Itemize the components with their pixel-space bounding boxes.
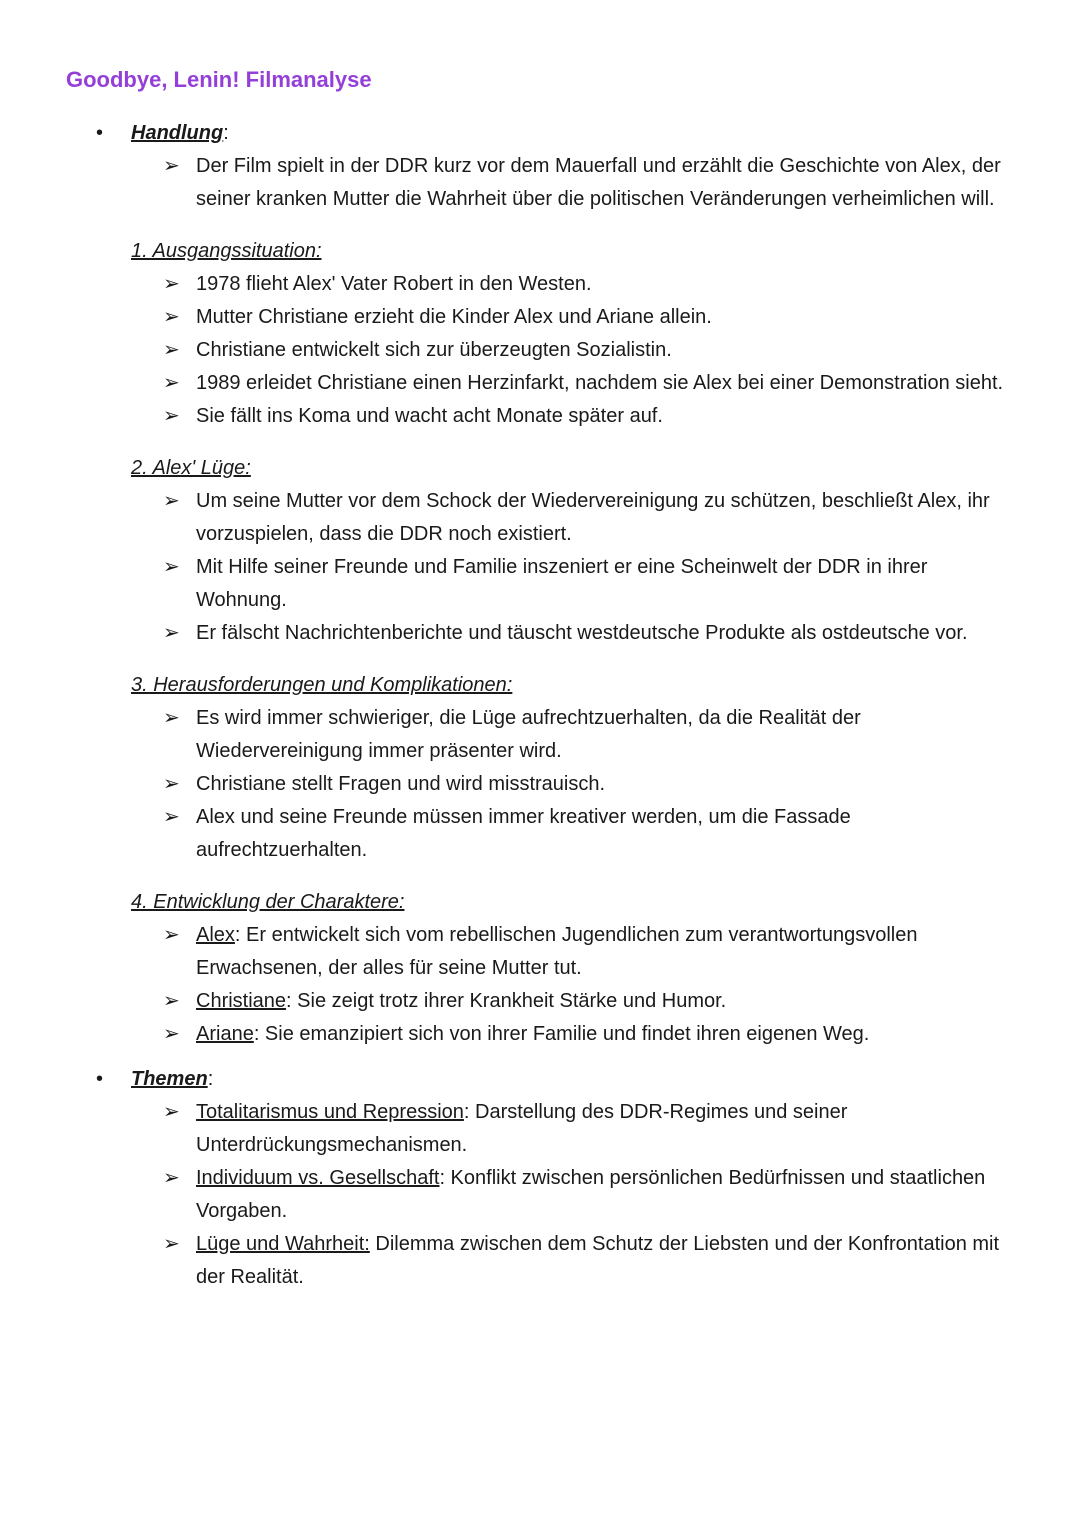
arrow-bullet-icon: ➢ [163,1167,180,1189]
document-body [0,117,1080,1306]
arrow-bullet-icon: ➢ [163,1101,180,1123]
subsection-heading: 3. Herausforderungen und Komplikationen: [131,674,513,696]
bullet-icon: • [96,122,104,144]
list-item [131,1162,1021,1228]
list-item [131,301,1021,334]
arrow-bullet-icon: ➢ [163,1233,180,1255]
bullet-list [131,268,1080,433]
heading-colon: : [207,1068,214,1090]
list-item [131,617,1021,650]
list-item [131,1096,1021,1162]
arrow-bullet-icon: ➢ [163,273,180,295]
subsection-heading: 2. Alex' Lüge: [131,457,251,479]
item-text: : Er entwickelt sich vom rebellischen Jugendlichen zum verantwortungsvollen Erwachsenen, der alles für seine Mutter tut. [196,924,918,979]
item-label: Christiane [196,990,287,1012]
subsection-heading: 1. Ausgangssituation: [131,240,322,262]
section-heading [131,1063,1080,1096]
arrow-bullet-icon: ➢ [163,806,180,828]
item-text: Sie fällt ins Koma und wacht acht Monate später auf. [196,405,663,427]
arrow-bullet-icon: ➢ [163,490,180,512]
heading-colon: : [223,122,229,144]
document-title: Goodbye, Lenin! Filmanalyse [66,67,372,92]
list-item [131,801,1021,867]
subsection-heading: 4. Entwicklung der Charaktere: [131,891,405,913]
item-text: : Sie emanzipiert sich von ihrer Familie und findet ihren eigenen Weg. [253,1023,870,1045]
section-themen [0,1063,1080,1294]
arrow-bullet-icon: ➢ [163,306,180,328]
arrow-bullet-icon: ➢ [163,990,180,1012]
list-item [131,702,1021,768]
arrow-bullet-icon: ➢ [163,924,180,946]
arrow-bullet-icon: ➢ [163,405,180,427]
list-item [131,485,1021,551]
item-text: Dilemma zwischen dem Schutz der Liebsten und der Konfrontation mit der Realität. [196,1233,1000,1288]
item-text: Um seine Mutter vor dem Schock der Wiedervereinigung zu schützen, beschließt Alex, ihr vorzuspielen, dass die DDR noch existiert. [196,490,990,545]
item-text: Mit Hilfe seiner Freunde und Familie inszeniert er eine Scheinwelt der DDR in ihrer Wohnung. [196,556,928,611]
arrow-bullet-icon: ➢ [163,622,180,644]
item-text: : Konflikt zwischen persönlichen Bedürfnissen und staatlichen Vorgaben. [196,1167,986,1222]
arrow-bullet-icon: ➢ [163,372,180,394]
arrow-bullet-icon: ➢ [163,707,180,729]
arrow-bullet-icon: ➢ [163,556,180,578]
item-text: Es wird immer schwieriger, die Lüge aufrechtzuerhalten, da die Realität der Wiedervereinigung immer präsenter wird. [196,707,861,762]
section-handlung [0,117,1080,1051]
item-text: Mutter Christiane erzieht die Kinder Alex und Ariane allein. [196,306,712,328]
bullet-list [131,919,1080,1051]
list-item [131,919,1021,985]
list-item [131,367,1021,400]
bullet-icon: • [96,1068,104,1090]
item-text: : Darstellung des DDR-Regimes und seiner Unterdrückungsmechanismen. [196,1101,848,1156]
arrow-bullet-icon: ➢ [163,1023,180,1045]
list-item [131,551,1021,617]
item-label: Totalitarismus und Repression [196,1101,464,1123]
arrow-bullet-icon: ➢ [163,155,180,177]
item-text: Der Film spielt in der DDR kurz vor dem Mauerfall und erzählt die Geschichte von Alex, der seiner kranken Mutter die Wahrheit über die politischen Veränderungen verheimlichen will. [196,155,1001,210]
section-heading [131,117,1080,150]
list-item [131,1018,1021,1051]
item-label: Ariane [196,1023,254,1045]
list-item [131,985,1021,1018]
list-item [131,334,1021,367]
item-label: Individuum vs. Gesellschaft [196,1167,440,1189]
bullet-list [131,485,1080,650]
list-item [131,768,1021,801]
list-item [131,150,1021,216]
item-text: Christiane stellt Fragen und wird misstrauisch. [196,773,606,795]
list-item [131,400,1021,433]
bullet-list [131,702,1080,867]
bullet-list [131,1096,1080,1294]
item-text: : Sie zeigt trotz ihrer Krankheit Stärke und Humor. [286,990,727,1012]
arrow-bullet-icon: ➢ [163,339,180,361]
item-text: Alex und seine Freunde müssen immer kreativer werden, um die Fassade aufrechtzuerhalten. [196,806,851,861]
item-text: 1978 flieht Alex' Vater Robert in den Westen. [196,273,592,295]
item-text: Christiane entwickelt sich zur überzeugten Sozialistin. [196,339,672,361]
section-heading-text: Themen [131,1068,208,1090]
item-label: Lüge und Wahrheit: [196,1233,370,1255]
arrow-bullet-icon: ➢ [163,773,180,795]
bullet-list [131,150,1080,216]
list-item [131,1228,1021,1294]
item-text: Er fälscht Nachrichtenberichte und täuscht westdeutsche Produkte als ostdeutsche vor. [196,622,968,644]
section-heading-text: Handlung [131,122,224,144]
item-text: 1989 erleidet Christiane einen Herzinfarkt, nachdem sie Alex bei einer Demonstration sieht. [196,372,1004,394]
item-label: Alex [196,924,235,946]
list-item [131,268,1021,301]
